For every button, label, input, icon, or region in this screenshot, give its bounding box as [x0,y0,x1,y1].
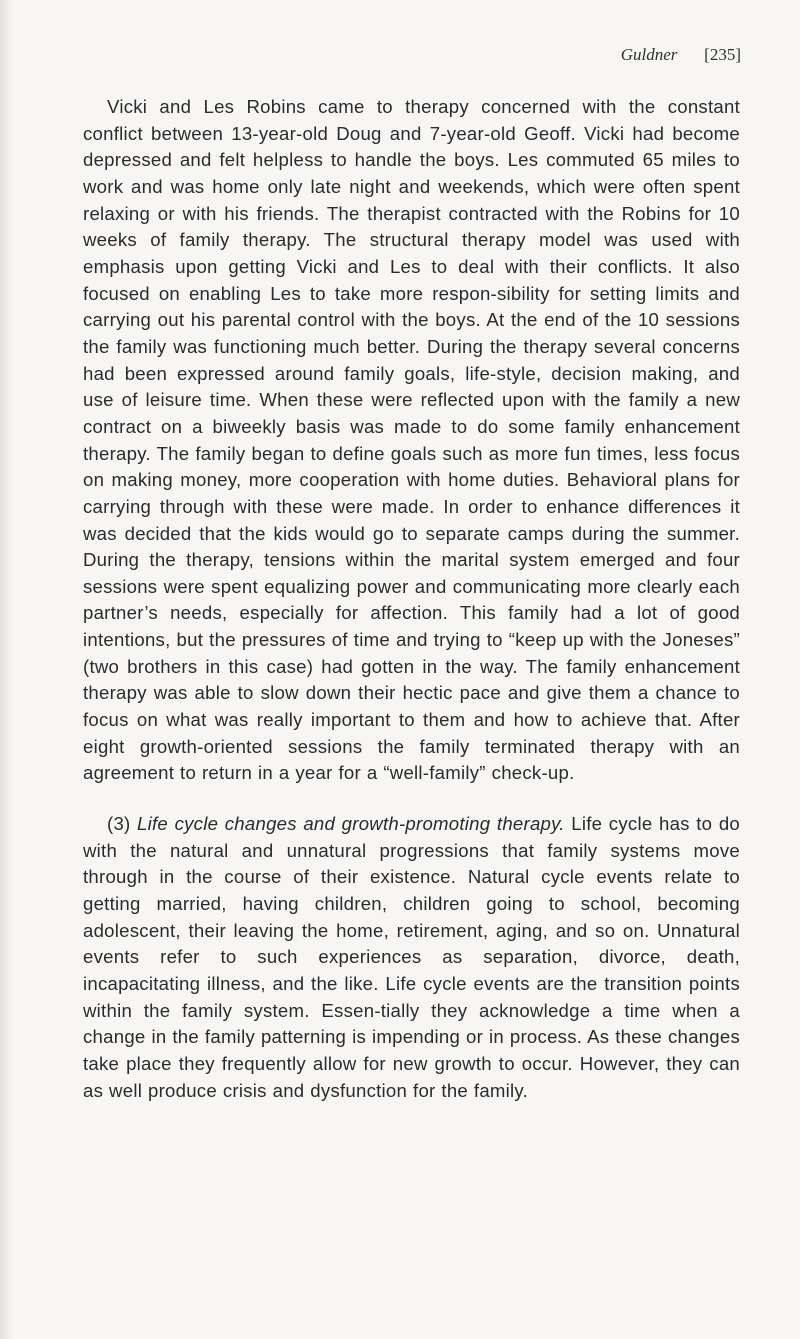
section-text: Life cycle has to do with the natural and unnatural progressions that family systems move through in the course of their existence. Natural cycle events relate to getting married, having children, children going to school, becoming adolescent, their leaving the home, retirement, aging, and so on. Unnatural events refer to such experiences as separation, divorce, death, incapacitating illness, and the like. Life cycle events are the transition points within the family system. Essen-tially they acknowledge a time when a change in the family patterning is impending or in process. As these changes take place they frequently allow for new growth to occur. However, they can as well produce crisis and dysfunction for the family. [83,813,740,1101]
running-header [621,45,741,65]
case-example-paragraph: Vicki and Les Robins came to therapy concerned with the constant conflict between 13-year-old Doug and 7-year-old Geoff. Vicki had become depressed and felt helpless to handle the boys. Les commuted 65 miles to work and was home only late night and weekends, which were often spent relaxing or with his friends. The therapist contracted with the Robins for 10 weeks of family therapy. The structural therapy model was used with emphasis upon getting Vicki and Les to deal with their conflicts. It also focused on enabling Les to take more respon-sibility for setting limits and carrying out his parental control with the boys. At the end of the 10 sessions the family was functioning much better. During the therapy several concerns had been expressed around family goals, life-style, decision making, and use of leisure time. When these were reflected upon with the family a new contract on a biweekly basis was made to do some family enhancement therapy. The family began to define goals such as more fun times, less focus on making money, more cooperation with home duties. Behavioral plans for carrying through with these were made. In order to enhance differences it was decided that the kids would go to separate camps during the summer. During the therapy, tensions within the marital system emerged and four sessions were spent equalizing power and communicating more clearly each partner’s needs, especially for affection. This family had a lot of good intentions, but the pressures of time and trying to “keep up with the Joneses” (two brothers in this case) had gotten in the way. The family enhancement therapy was able to slow down their hectic pace and give them a chance to focus on what was really important to them and how to achieve that. After eight growth-oriented sessions the family terminated therapy with an agreement to return in a year for a “well-family” check-up. [83,96,740,784]
running-head-author: Guldner [620,45,678,64]
body-text [83,94,740,1104]
page-number: [235] [704,45,741,64]
life-cycle-paragraph [83,811,740,1104]
section-label: Life cycle changes and growth-promoting therapy. [137,813,565,835]
section-number: (3) [107,813,131,835]
